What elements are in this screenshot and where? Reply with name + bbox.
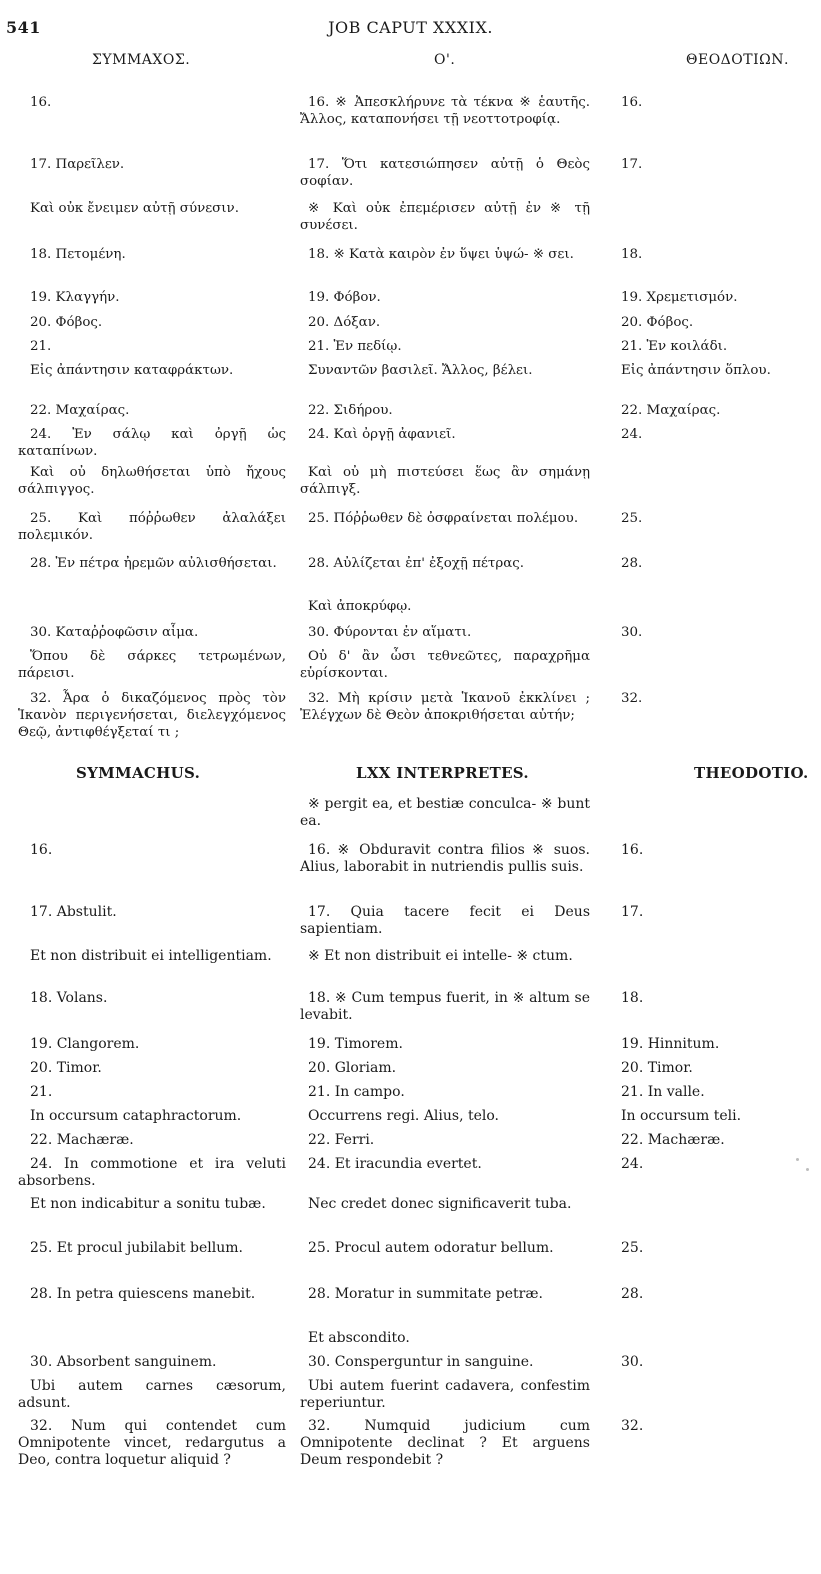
greek-heading-symmachus: ΣΥΜΜΑΧΟΣ. <box>92 52 191 68</box>
verse-entry: 16. ※ Ἀπεσκλήρυνε τὰ τέκνα ※ ἑαυτῆς. Ἄλλος, καταπονήσει τῇ νεοττοτροφίᾳ. <box>300 95 590 127</box>
verse-entry: 30. Καταῤῥοφῶσιν αἷμα. <box>30 625 199 640</box>
verse-entry: 20. Φόβος. <box>30 315 103 330</box>
verse-entry: 32. Μὴ κρίσιν μετὰ Ἱκανοῦ ἐκκλίνει ; Ἐλέγχων δὲ Θεὸν ἀποκριθήσεται αὐτήν; <box>300 691 590 723</box>
verse-entry: 28. Ἐν πέτρα ἠρεμῶν αὐλισθήσεται. <box>30 556 277 571</box>
verse-entry: 28. Αὐλίζεται ἐπ' ἐξοχῇ πέτρας. <box>308 556 525 571</box>
greek-heading-septuagint: O'. <box>434 52 456 68</box>
verse-entry: 28. Moratur in summitate petræ. <box>308 1286 543 1302</box>
verse-entry: 21. <box>30 339 52 354</box>
verse-entry: Et abscondito. <box>308 1330 410 1346</box>
verse-entry: 21. <box>30 1084 53 1100</box>
verse-entry: 18. <box>621 990 644 1006</box>
verse-entry: 18. Πετομένη. <box>30 247 126 262</box>
verse-entry: Εἰς ἀπάντησιν καταφράκτων. <box>30 363 234 378</box>
verse-entry: Et non indicabitur a sonitu tubæ. <box>30 1196 266 1212</box>
verse-entry: 21. In campo. <box>308 1084 405 1100</box>
verse-entry: 25. <box>621 511 643 526</box>
verse-entry: Ubi autem carnes cæsorum, adsunt. <box>18 1378 286 1411</box>
verse-entry: 16. <box>621 95 643 110</box>
verse-entry: 18. <box>621 247 643 262</box>
verse-entry: 24. <box>621 1156 644 1172</box>
verse-entry: Occurrens regi. Alius, telo. <box>308 1108 500 1124</box>
verse-entry: 32. Num qui contendet cum Omnipotente vincet, redargutus a Deo, contra loquetur aliquid ? <box>18 1418 286 1468</box>
verse-entry: ※ Et non distribuit ei intelle- ※ ctum. <box>308 948 573 964</box>
verse-entry: 24. In commotione et ira veluti absorbens. <box>18 1156 286 1189</box>
verse-entry: 17. Abstulit. <box>30 904 117 920</box>
verse-entry: 22. Μαχαίρας. <box>30 403 130 418</box>
verse-entry: Καὶ ἀποκρύφῳ. <box>308 599 412 614</box>
verse-entry: 21. Ἐν πεδίῳ. <box>308 339 402 354</box>
verse-entry: 20. Timor. <box>30 1060 102 1076</box>
verse-entry: 22. Machæræ. <box>30 1132 134 1148</box>
verse-entry: 28. <box>621 1286 644 1302</box>
verse-entry: 16. <box>621 842 644 858</box>
verse-entry: 24. Ἐν σάλῳ καὶ ὀργῇ ὡς καταπίνων. <box>18 427 286 459</box>
verse-entry: 19. Χρεμετισμόν. <box>621 290 738 305</box>
verse-entry: 32. Numquid judicium cum Omnipotente declinat ? Et arguens Deum respondebit ? <box>300 1418 590 1468</box>
verse-entry: 20. Timor. <box>621 1060 693 1076</box>
verse-entry: 30. <box>621 1354 644 1370</box>
verse-entry: Συναντῶν βασιλεῖ. Ἄλλος, βέλει. <box>308 363 533 378</box>
latin-heading-symmachus: SYMMACHUS. <box>76 764 201 782</box>
verse-entry: 25. Et procul jubilabit bellum. <box>30 1240 243 1256</box>
verse-entry: ※ pergit ea, et bestiæ conculca- ※ bunt ea. <box>300 796 590 829</box>
verse-entry: 30. Absorbent sanguinem. <box>30 1354 217 1370</box>
verse-entry: 28. <box>621 556 643 571</box>
verse-entry: 32. Ἆρα ὁ δικαζόμενος πρὸς τὸν Ἱκανὸν περιγενήσεται, διελεγχόμενος Θεῷ, ἀντιφθέγξεταί τι ; <box>18 691 286 740</box>
verse-entry: Et non distribuit ei intelligentiam. <box>30 948 272 964</box>
verse-entry: 18. ※ Cum tempus fuerit, in ※ altum se levabit. <box>300 990 590 1023</box>
verse-entry: 19. Κλαγγήν. <box>30 290 120 305</box>
verse-entry: 20. Φόβος. <box>621 315 694 330</box>
verse-entry: 19. Φόβον. <box>308 290 381 305</box>
verse-entry: 17. Ὅτι κατεσιώπησεν αὐτῇ ὁ Θεὸς σοφίαν. <box>300 157 590 189</box>
verse-entry: 28. In petra quiescens manebit. <box>30 1286 256 1302</box>
verse-entry: 17. <box>621 904 644 920</box>
latin-heading-theodotion: THEODOTIO. <box>694 764 809 782</box>
verse-entry: 20. Gloriam. <box>308 1060 397 1076</box>
verse-entry: 32. <box>621 691 643 706</box>
verse-entry: Καὶ οὐκ ἔνειμεν αὐτῇ σύνεσιν. <box>30 201 239 216</box>
verse-entry: 16. <box>30 842 53 858</box>
verse-entry: Οὐ δ' ἂν ὦσι τεθνεῶτες, παραχρῆμα εὑρίσκονται. <box>300 649 590 681</box>
verse-entry: 22. Μαχαίρας. <box>621 403 721 418</box>
verse-entry: Nec credet donec significaverit tuba. <box>308 1196 572 1212</box>
verse-entry: 17. Παρεῖλεν. <box>30 157 125 172</box>
verse-entry: 30. Φύρονται ἐν αἵματι. <box>308 625 472 640</box>
verse-entry: Καὶ οὐ μὴ πιστεύσει ἕως ἂν σημάνῃ σάλπιγξ. <box>300 465 590 497</box>
verse-entry: 18. Volans. <box>30 990 108 1006</box>
verse-entry: 19. Timorem. <box>308 1036 403 1052</box>
page-number: 541 <box>6 18 41 37</box>
verse-entry: In occursum cataphractorum. <box>30 1108 242 1124</box>
verse-entry: 25. <box>621 1240 644 1256</box>
verse-entry: 19. Clangorem. <box>30 1036 140 1052</box>
scan-speck <box>806 1168 809 1171</box>
verse-entry: 19. Hinnitum. <box>621 1036 720 1052</box>
running-title: JOB CAPUT XXXIX. <box>328 18 493 37</box>
verse-entry: 30. <box>621 625 643 640</box>
verse-entry: 21. In valle. <box>621 1084 705 1100</box>
verse-entry: Εἰς ἀπάντησιν ὅπλου. <box>621 363 771 378</box>
greek-heading-theodotion: ΘΕΟΔΟΤΙΩΝ. <box>686 52 789 68</box>
latin-heading-septuagint: LXX INTERPRETES. <box>356 764 529 782</box>
verse-entry: 22. Machæræ. <box>621 1132 725 1148</box>
verse-entry: 18. ※ Κατὰ καιρὸν ἐν ὕψει ὑψώ- ※ σει. <box>308 247 574 262</box>
verse-entry: ※ Καὶ οὐκ ἐπεμέρισεν αὐτῇ ἐν ※ τῇ συνέσει. <box>300 201 590 233</box>
verse-entry: 32. <box>621 1418 644 1434</box>
verse-entry: 20. Δόξαν. <box>308 315 381 330</box>
verse-entry: 30. Consperguntur in sanguine. <box>308 1354 534 1370</box>
verse-entry: 22. Ferri. <box>308 1132 375 1148</box>
verse-entry: 16. <box>30 95 52 110</box>
verse-entry: In occursum teli. <box>621 1108 742 1124</box>
verse-entry: 25. Procul autem odoratur bellum. <box>308 1240 554 1256</box>
verse-entry: Καὶ οὐ δηλωθήσεται ὑπὸ ἤχους σάλπιγγος. <box>18 465 286 497</box>
verse-entry: 17. <box>621 157 643 172</box>
verse-entry: 25. Καὶ πόῤῥωθεν ἀλαλάξει πολεμικόν. <box>18 511 286 543</box>
verse-entry: Ὅπου δὲ σάρκες τετρωμένων, πάρεισι. <box>18 649 286 681</box>
verse-entry: 17. Quia tacere fecit ei Deus sapientiam. <box>300 904 590 937</box>
verse-entry: 21. Ἐν κοιλάδι. <box>621 339 728 354</box>
verse-entry: 16. ※ Obduravit contra filios ※ suos. Alius, laborabit in nutriendis pullis suis. <box>300 842 590 875</box>
verse-entry: Ubi autem fuerint cadavera, confestim reperiuntur. <box>300 1378 590 1411</box>
verse-entry: 25. Πόῤῥωθεν δὲ ὀσφραίνεται πολέμου. <box>308 511 579 526</box>
scan-speck <box>796 1158 799 1161</box>
verse-entry: 24. <box>621 427 643 442</box>
verse-entry: 24. Et iracundia evertet. <box>308 1156 482 1172</box>
verse-entry: 24. Καὶ ὀργῇ ἀφανιεῖ. <box>308 427 456 442</box>
verse-entry: 22. Σιδήρου. <box>308 403 393 418</box>
